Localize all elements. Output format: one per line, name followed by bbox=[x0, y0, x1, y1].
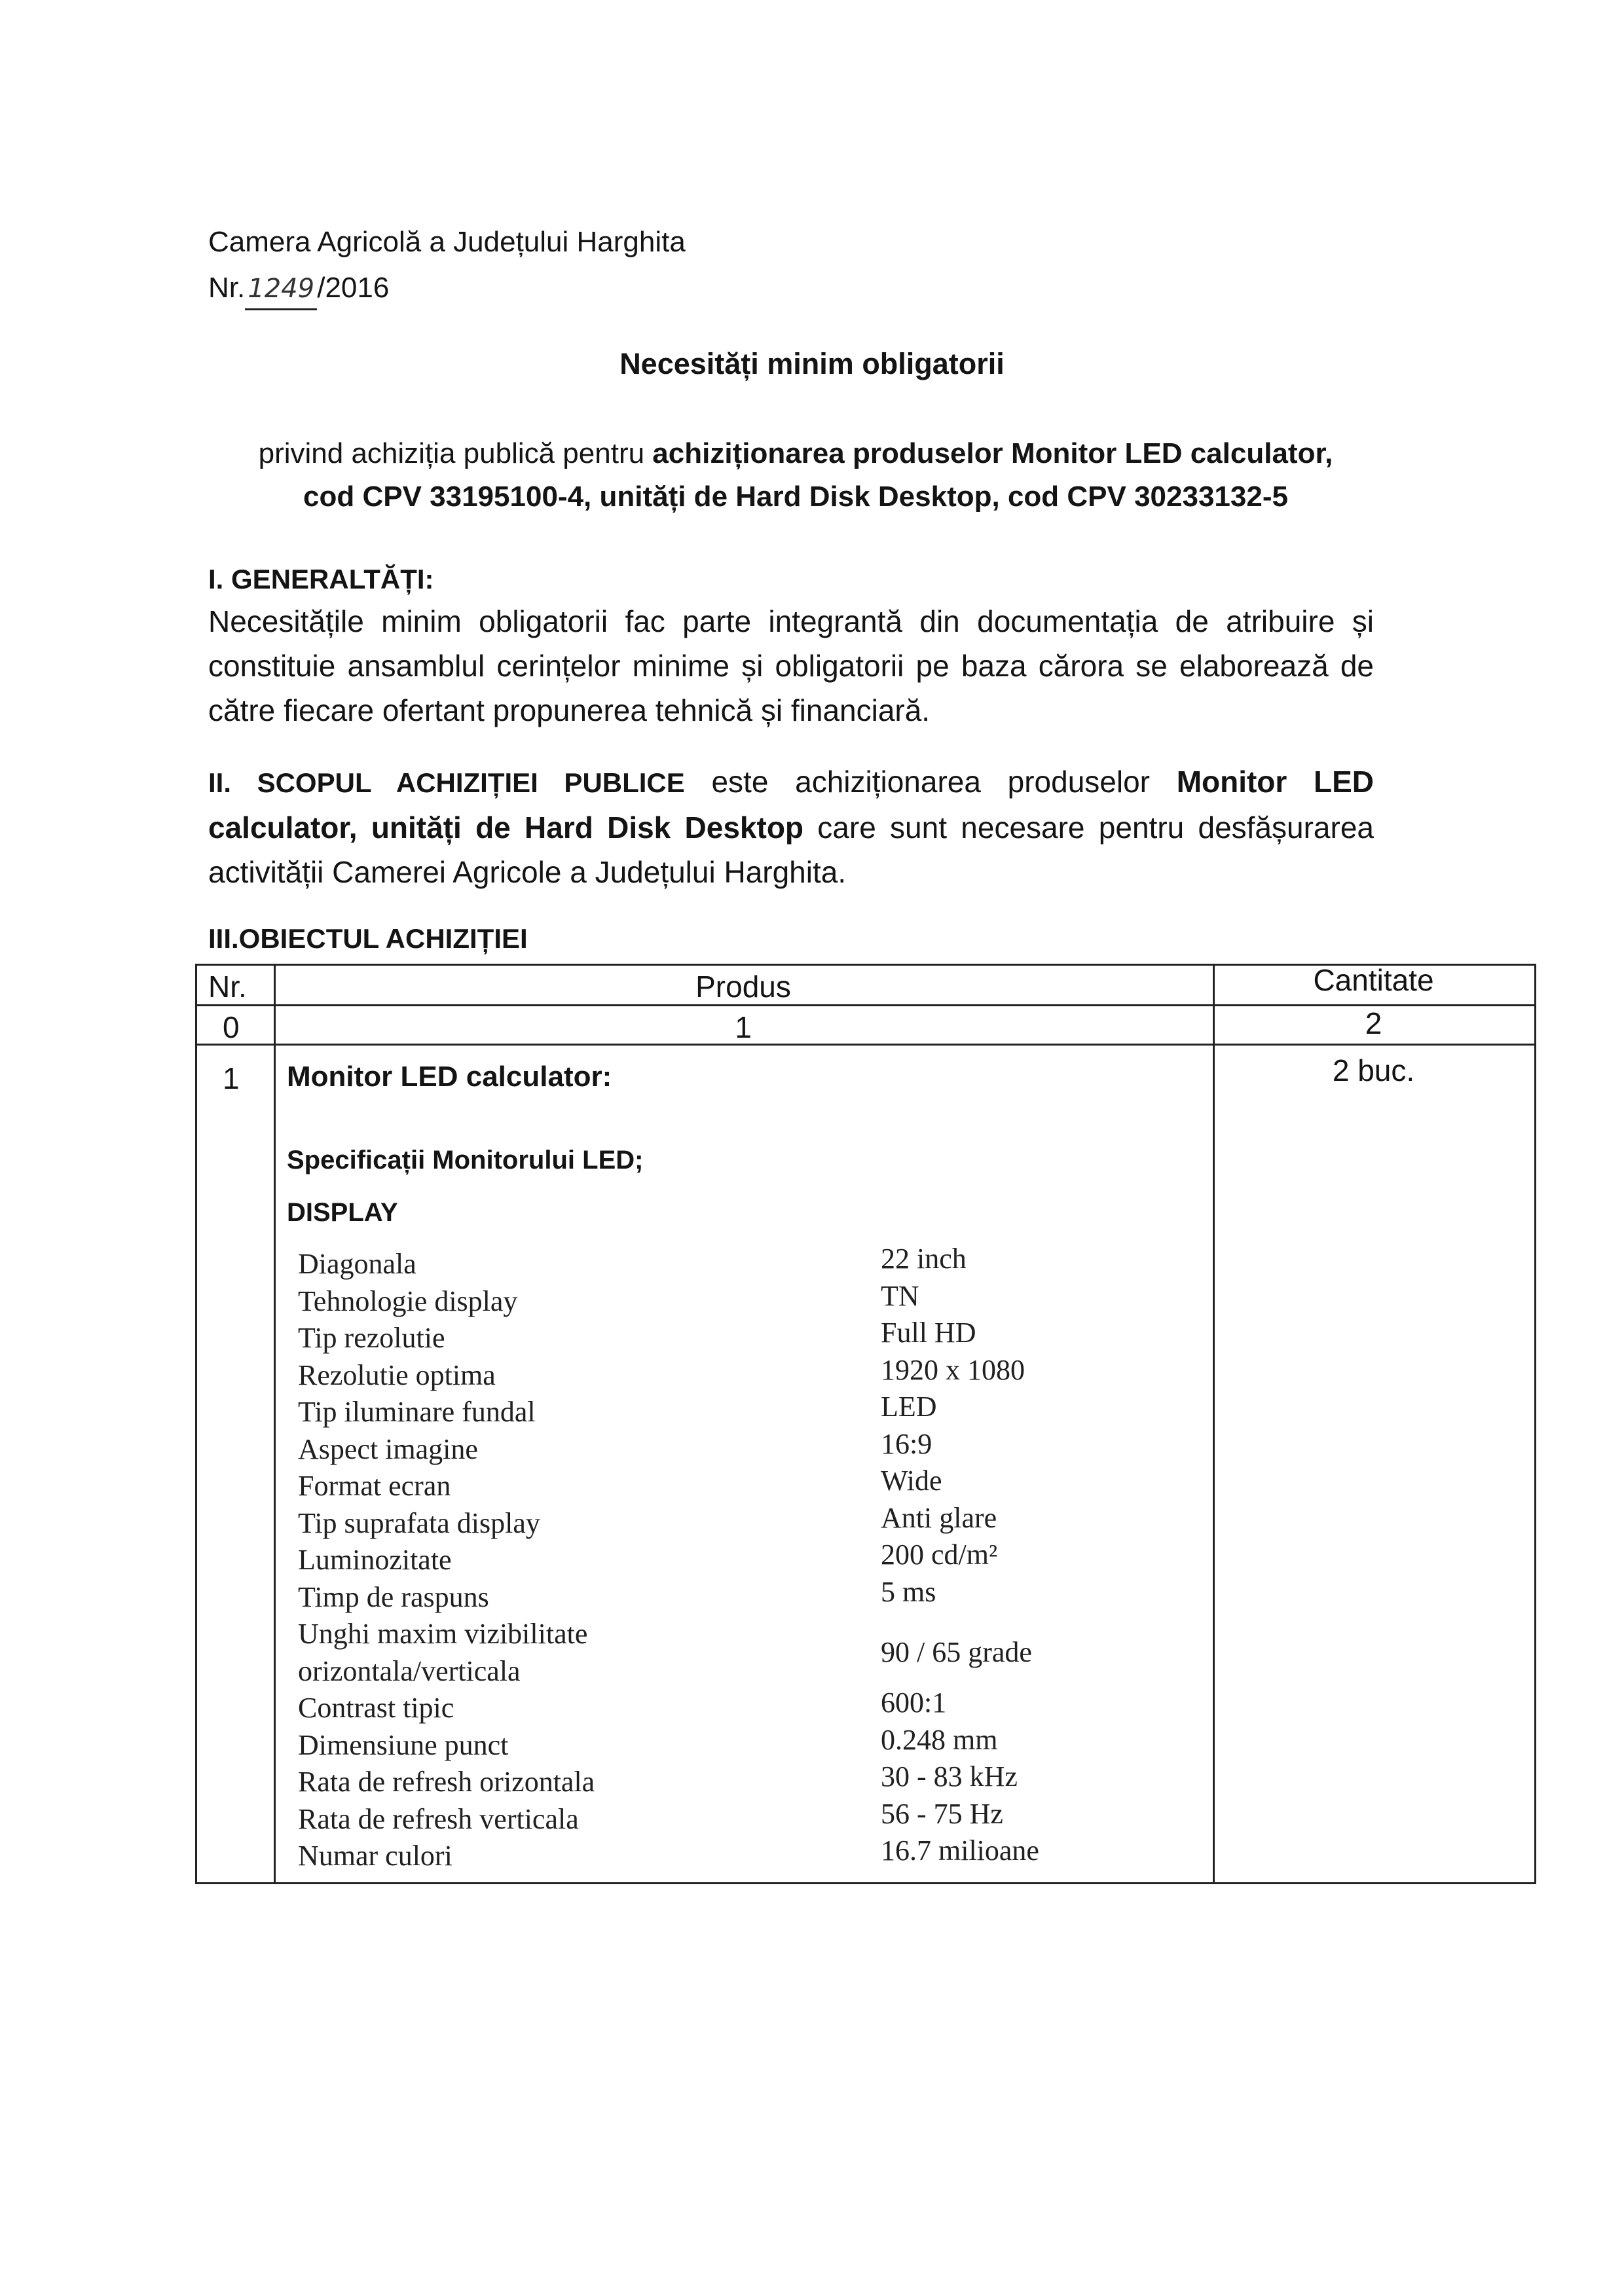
spec-value: 5 ms bbox=[881, 1575, 936, 1608]
spec-value: 0.248 mm bbox=[881, 1723, 998, 1756]
spec-value: 22 inch bbox=[881, 1243, 967, 1275]
spec-name: Rezolutie optima bbox=[298, 1358, 496, 1391]
institution-name: Camera Agricolă a Județului Harghita bbox=[208, 226, 686, 258]
spec-name: Dimensiune punct bbox=[298, 1728, 509, 1761]
section-1-heading: I. GENERALTĂȚI: bbox=[208, 564, 434, 594]
spec-name: Aspect imagine bbox=[298, 1432, 478, 1465]
spec-name: Timp de raspuns bbox=[298, 1580, 489, 1613]
spec-name: Rata de refresh orizontala bbox=[298, 1766, 595, 1798]
section-scopul: II. SCOPUL ACHIZIȚIEI PUBLICE este achiziționarea produselor Monitor LED calculator, unități de Hard Disk Desktop care sunt necesare pentru desfășurarea activității Camerei Agricole a Județului Harghita. bbox=[208, 765, 1374, 889]
header-produs: Produs bbox=[695, 970, 791, 1004]
section-3-heading: III.OBIECTUL ACHIZIȚIEI bbox=[208, 923, 528, 954]
document-title: Necesități minim obligatorii bbox=[619, 347, 1005, 380]
spec-value: Wide bbox=[881, 1465, 942, 1497]
section-generalitati bbox=[208, 560, 1374, 733]
spec-value: Full HD bbox=[881, 1317, 976, 1349]
row-1-nr: 1 bbox=[223, 1061, 240, 1095]
nr-handwritten: 1249 bbox=[245, 269, 317, 310]
spec-title: Specificații Monitorului LED; bbox=[287, 1146, 644, 1175]
nr-prefix: Nr. bbox=[208, 272, 246, 304]
header-cantitate: Cantitate bbox=[1313, 963, 1434, 997]
subtitle-line-2: cod CPV 33195100-4, unități de Hard Disk Desktop, cod CPV 30233132-5 bbox=[303, 481, 1288, 513]
spec-value: 200 cd/m² bbox=[881, 1539, 998, 1571]
spec-name: Unghi maxim vizibilitate bbox=[298, 1618, 588, 1650]
section-2-heading: II. SCOPUL ACHIZIȚIEI PUBLICE bbox=[208, 767, 685, 798]
spec-name: Numar culori bbox=[298, 1840, 452, 1872]
spec-value: 16.7 milioane bbox=[881, 1834, 1039, 1867]
spec-name: Luminozitate bbox=[298, 1544, 452, 1576]
spec-name: Rata de refresh verticala bbox=[298, 1802, 579, 1835]
spec-name: Tip suprafata display bbox=[298, 1506, 540, 1539]
spec-name: Contrast tipic bbox=[298, 1692, 454, 1724]
header-nr: Nr. bbox=[208, 970, 247, 1004]
spec-value: 56 - 75 Hz bbox=[881, 1797, 1003, 1830]
registration-number bbox=[208, 268, 389, 310]
spec-value: 600:1 bbox=[881, 1686, 947, 1719]
section-1-text: Necesitățile minim obligatorii fac parte integrantă din documentația de atribuire și constituie ansamblul cerințelor minime și obligatorii pe baza cărora se elaborează de către fiecare ofertant propunerea tehnică și financiară. bbox=[208, 604, 1374, 727]
spec-list bbox=[298, 1243, 1202, 1876]
subtitle-line-1: privind achiziția publică pentru achiziționarea produselor Monitor LED calculator, bbox=[258, 437, 1333, 469]
nr-year: /2016 bbox=[317, 272, 390, 304]
spec-name: Format ecran bbox=[298, 1470, 451, 1502]
spec-value: 90 / 65 grade bbox=[881, 1636, 1032, 1668]
spec-value: 30 - 83 kHz bbox=[881, 1760, 1018, 1793]
spec-name: Tip iluminare fundal bbox=[298, 1396, 536, 1428]
index-col-2: 2 bbox=[1365, 1006, 1382, 1040]
spec-group-display: DISPLAY bbox=[287, 1198, 398, 1227]
spec-value: LED bbox=[881, 1391, 937, 1423]
spec-value: 1920 x 1080 bbox=[881, 1353, 1025, 1386]
spec-value: 16:9 bbox=[881, 1427, 932, 1460]
spec-name: Tip rezolutie bbox=[298, 1322, 445, 1354]
row-1-quantity: 2 buc. bbox=[1332, 1053, 1415, 1087]
row-1-product: Monitor LED calculator: bbox=[287, 1061, 612, 1093]
spec-name: Diagonala bbox=[298, 1248, 416, 1280]
spec-value: TN bbox=[881, 1279, 919, 1312]
index-col-0: 0 bbox=[223, 1010, 240, 1044]
index-col-1: 1 bbox=[735, 1010, 752, 1044]
spec-value: Anti glare bbox=[881, 1501, 997, 1534]
document-subtitle bbox=[190, 432, 1401, 519]
spec-name: Tehnologie display bbox=[298, 1285, 518, 1317]
spec-name: orizontala/verticala bbox=[298, 1654, 521, 1687]
